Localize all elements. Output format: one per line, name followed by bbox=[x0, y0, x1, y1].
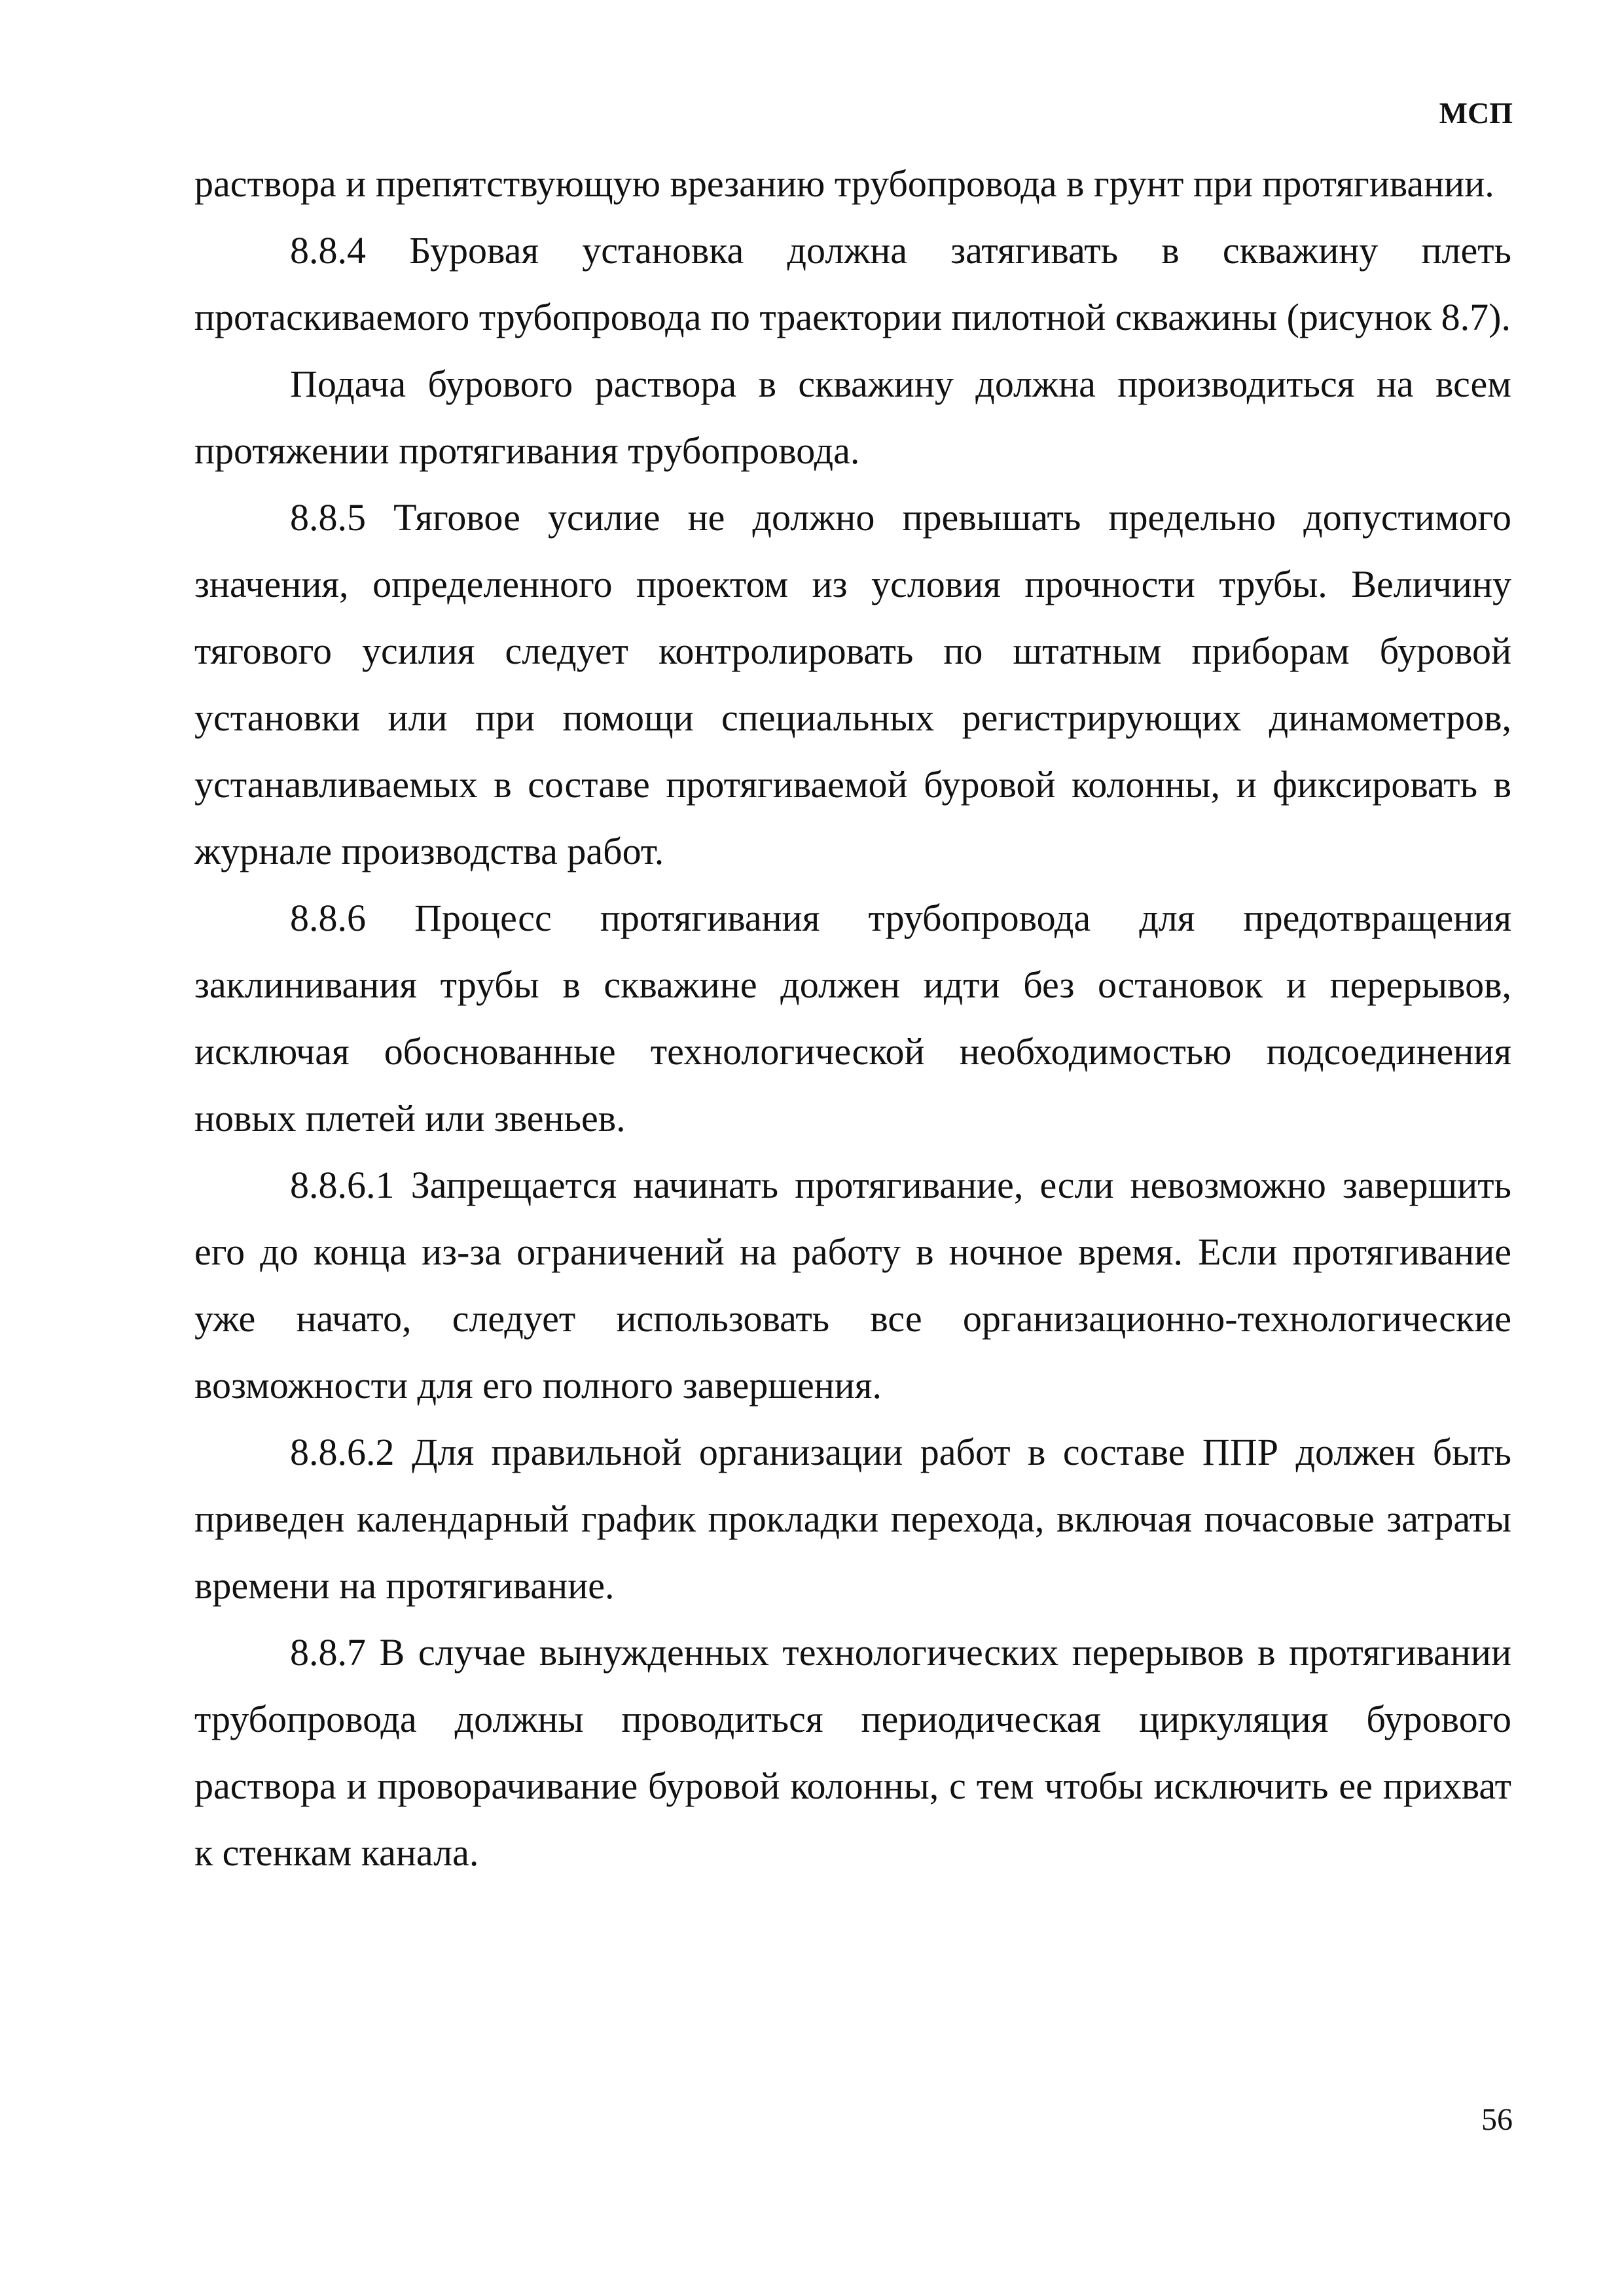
paragraph-drilling-fluid-supply: Подача бурового раствора в скважину должна производиться на всем протяжении протягивания трубопровода. bbox=[194, 363, 1511, 472]
paragraph-8-8-6-2: 8.8.6.2 Для правильной организации работ в составе ППР должен быть приведен календарный график прокладки перехода, включая почасовые затраты времени на протягивание. bbox=[194, 1431, 1511, 1607]
paragraph-8-8-6: 8.8.6 Процесс протягивания трубопровода для предотвращения заклинивания трубы в скважине должен идти без остановок и перерывов, исключая обоснованные технологической необходимостью подсоединения новых плетей или звеньев. bbox=[194, 897, 1511, 1139]
paragraph-8-8-6-1: 8.8.6.1 Запрещается начинать протягивание, если невозможно завершить его до конца из-за ограничений на работу в ночное время. Если протягивание уже начато, следует использовать все организационно-технологические возможности для его полного завершения. bbox=[194, 1164, 1511, 1407]
page-number: 56 bbox=[1481, 2102, 1513, 2137]
document-body bbox=[194, 151, 1511, 1886]
paragraph-8-8-7: 8.8.7 В случае вынужденных технологических перерывов в протягивании трубопровода должны проводиться периодическая циркуляция бурового раствора и проворачивание буровой колонны, с тем чтобы исключить ее прихват к стенкам канала. bbox=[194, 1631, 1511, 1874]
paragraph-8-8-4: 8.8.4 Буровая установка должна затягивать в скважину плеть протаскиваемого трубопровода по траектории пилотной скважины (рисунок 8.7). bbox=[194, 229, 1511, 338]
document-code-mark: МСП bbox=[1439, 96, 1513, 130]
paragraph-8-8-5: 8.8.5 Тяговое усилие не должно превышать предельно допустимого значения, определенного проектом из условия прочности трубы. Величину тягового усилия следует контролировать по штатным приборам буровой установки или при помощи специальных регистрирующих динамометров, устанавливаемых в составе протягиваемой буровой колонны, и фиксировать в журнале производства работ. bbox=[194, 496, 1511, 872]
paragraph-continuation: раствора и препятствующую врезанию трубопровода в грунт при протягивании. bbox=[194, 162, 1494, 205]
